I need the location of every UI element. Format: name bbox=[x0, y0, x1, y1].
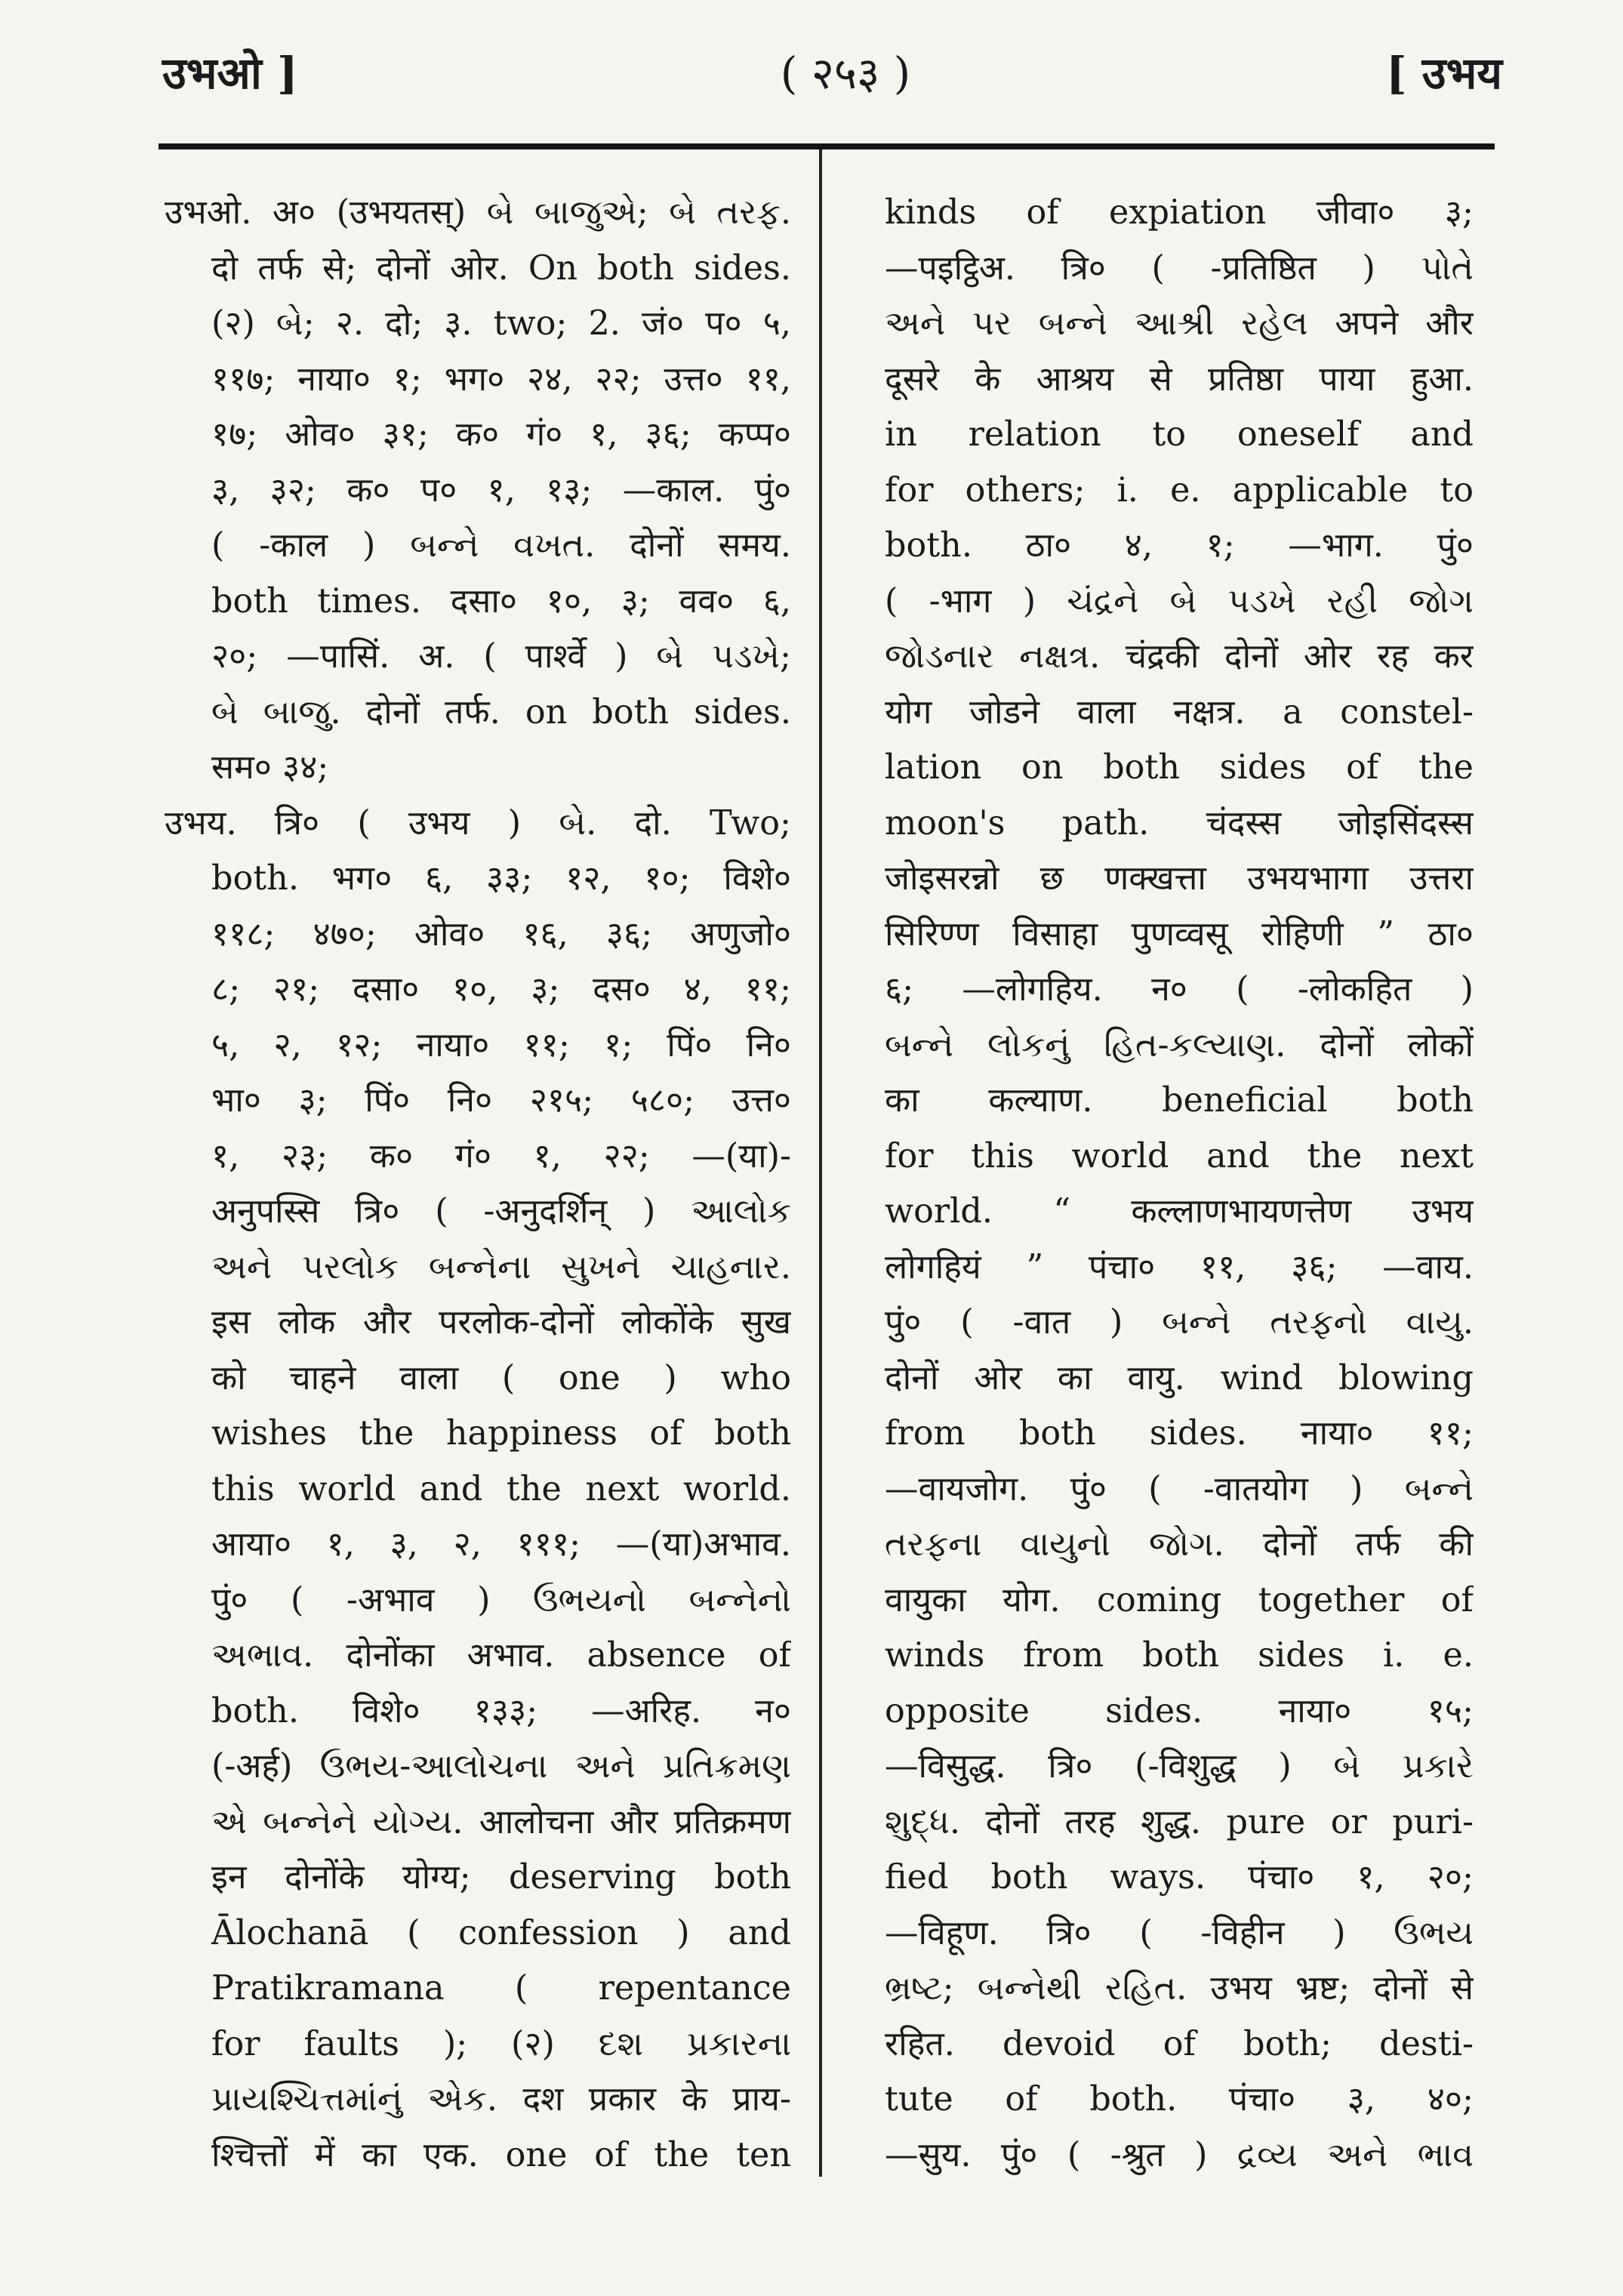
text-line: ३, ३२; क० प० १, १३; —काल. पुं० bbox=[211, 470, 791, 510]
right-column bbox=[885, 185, 1474, 2183]
text-line: को चाहने वाला ( one ) who bbox=[211, 1358, 791, 1398]
text-line: both times. दसा० १०, ३; वव० ६, bbox=[211, 581, 791, 621]
text-line: from both sides. नाया० ११; bbox=[885, 1414, 1474, 1453]
text-line: रहित. devoid of both; desti- bbox=[885, 2024, 1474, 2063]
text-line: this world and the next world. bbox=[211, 1469, 791, 1509]
text-line: both. भग० ६, ३३; १२, १०; विशे० bbox=[211, 859, 791, 898]
text-line: ( -काल ) બન્ને વખત. दोनों समय. bbox=[211, 526, 791, 565]
text-line: ( -भाग ) ચંદ્રને બે પડખે રહી જોગ bbox=[885, 581, 1474, 621]
text-line: world. “ कल्लाणभायणत्तेण उभय bbox=[885, 1192, 1474, 1231]
text-line: इन दोनोंके योग्य; deserving both bbox=[211, 1858, 791, 1897]
text-line: दूसरे के आश्रय से प्रतिष्ठा पाया हुआ. bbox=[885, 359, 1474, 399]
text-line: kinds of expiation जीवा० ३; bbox=[885, 193, 1474, 232]
text-line: for this world and the next bbox=[885, 1136, 1474, 1176]
text-line: પ્રાયશ્ચિત્તમાંનું એક. दश प्रकार के प्राय- bbox=[211, 2080, 791, 2119]
column-divider bbox=[819, 149, 822, 2177]
text-line: ५, २, १२; नाया० ११; १; पिं० नि० bbox=[211, 1025, 791, 1065]
text-line: ११८; ४७०; ओव० १६, ३६; अणुजो० bbox=[211, 914, 791, 954]
text-line: for others; i. e. applicable to bbox=[885, 470, 1474, 510]
header-left-guideword: उभओ ] bbox=[162, 48, 298, 99]
text-line: જોડનાર નક્ષત્ર. चंद्रकी दोनों ओर रह कर bbox=[885, 637, 1474, 676]
text-line: सिरिण्ण विसाहा पुणव्वसू रोहिणी ” ठा० bbox=[885, 914, 1474, 954]
text-line: both. ठा० ४, १; —भाग. पुं० bbox=[885, 526, 1474, 565]
text-line: आया० १, ३, २, १११; —(या)अभाव. bbox=[211, 1525, 791, 1564]
text-line: इस लोक और परलोक-दोनों लोकोंके सुख bbox=[211, 1303, 791, 1342]
text-line: (२) બે; २. दो; ३. two; 2. जं० प० ५, bbox=[211, 304, 791, 343]
text-line: Pratikramana ( repentance bbox=[211, 1969, 791, 2008]
header-right-guideword: [ उभय bbox=[1386, 48, 1502, 99]
text-line: for faults ); (२) દશ પ્રકારના bbox=[211, 2024, 791, 2063]
text-line: both. विशे० १३३; —अरिह. न० bbox=[211, 1691, 791, 1730]
text-line: अनुपस्सि त्रि० ( -अनुदर्शिन् ) આલોક bbox=[211, 1192, 791, 1231]
text-line: શુદ્ધ. दोनों तरह शुद्ध. pure or puri- bbox=[885, 1802, 1474, 1841]
text-line: અને પરલોક બન્નેના સુખને ચાહનાર. bbox=[211, 1247, 791, 1287]
text-line: —वायजोग. पुं० ( -वातयोग ) બન્ને bbox=[885, 1469, 1474, 1509]
text-line: Ālochanā ( confession ) and bbox=[211, 1913, 791, 1952]
text-line: —विसुद्ध. त्रि० (-विशुद्ध ) બે પ્રકારે bbox=[885, 1747, 1474, 1786]
text-line: का कल्याण. beneficial both bbox=[885, 1081, 1474, 1120]
text-line: पुं० ( -वात ) બન્ને તરફનો વાયુ. bbox=[885, 1303, 1474, 1342]
text-line: उभय. त्रि० ( उभय ) બે. दो. Two; bbox=[165, 803, 791, 843]
text-line: બન્ને લોકનું હિત-કલ્યાણ. दोनों लोकों bbox=[885, 1025, 1474, 1065]
text-line: tute of both. पंचा० ३, ४०; bbox=[885, 2080, 1474, 2119]
text-line: moon's path. चंदस्स जोइसिंदस्स bbox=[885, 803, 1474, 843]
text-line: અભાવ. दोनोंका अभाव. absence of bbox=[211, 1636, 791, 1675]
text-line: —सुय. पुं० ( -श्रुत ) દ્રવ્ય અને ભાવ bbox=[885, 2135, 1474, 2174]
text-line: ६; —लोगहिय. न० ( -लोकहित ) bbox=[885, 970, 1474, 1009]
text-line: —विहूण. त्रि० ( -विहीन ) ઉભય bbox=[885, 1913, 1474, 1952]
text-line: लोगहियं ” पंचा० ११, ३६; —वाय. bbox=[885, 1247, 1474, 1287]
text-line: તરફના વાયુનો જોગ. दोनों तर्फ की bbox=[885, 1525, 1474, 1564]
text-line: १, २३; क० गं० १, २२; —(या)- bbox=[211, 1136, 791, 1176]
text-line: उभओ. अ० (उभयतस्) બે બાજુએ; બે તરફ. bbox=[165, 193, 791, 232]
text-line: पुं० ( -अभाव ) ઉભયનો બન્નેનો bbox=[211, 1580, 791, 1620]
text-line: lation on both sides of the bbox=[885, 748, 1474, 787]
text-line: ८; २१; दसा० १०, ३; दस० ४, ११; bbox=[211, 970, 791, 1009]
text-line: wishes the happiness of both bbox=[211, 1414, 791, 1453]
text-line: २०; —पासिं. अ. ( पार्श्वे ) બે પડખે; bbox=[211, 637, 791, 676]
text-line: winds from both sides i. e. bbox=[885, 1636, 1474, 1675]
text-line: भा० ३; पिं० नि० २१५; ५८०; उत्त० bbox=[211, 1081, 791, 1120]
text-line: fied both ways. पंचा० १, २०; bbox=[885, 1858, 1474, 1897]
text-line: सम० ३४; bbox=[211, 748, 329, 787]
text-line: બે બાજુ. दोनों तर्फ. on both sides. bbox=[211, 692, 791, 732]
text-line: opposite sides. नाया० १५; bbox=[885, 1691, 1474, 1730]
text-line: —पइट्ठिअ. त्रि० ( -प्रतिष्ठित ) પોતે bbox=[885, 248, 1474, 288]
text-line: in relation to oneself and bbox=[885, 415, 1474, 454]
text-line: दो तर्फ से; दोनों ओर. On both sides. bbox=[211, 248, 791, 288]
text-line: योग जोडने वाला नक्षत्र. a constel- bbox=[885, 692, 1474, 732]
text-line: ११७; नाया० १; भग० २४, २२; उत्त० ११, bbox=[211, 359, 791, 399]
text-line: १७; ओव० ३१; क० गं० १, ३६; कप्प० bbox=[211, 415, 791, 454]
text-line: श्चित्तों में का एक. one of the ten bbox=[211, 2135, 791, 2174]
text-line: (-अर्ह) ઉભય-આલોચના અને પ્રતિક્રમણ bbox=[211, 1747, 791, 1786]
left-column bbox=[165, 185, 791, 2183]
header-rule bbox=[159, 143, 1495, 149]
text-line: वायुका योग. coming together of bbox=[885, 1580, 1474, 1620]
page-number: ( २५३ ) bbox=[780, 48, 911, 99]
text-line: दोनों ओर का वायु. wind blowing bbox=[885, 1358, 1474, 1398]
text-line: ભ્રષ્ટ; બન્નેથી રહિત. उभय भ्रष्ट; दोनों से bbox=[885, 1969, 1474, 2008]
text-line: जोइसरन्नो छ णक्खत्ता उभयभागा उत्तरा bbox=[885, 859, 1474, 898]
text-line: એ બન્નેને યોગ્ય. आलोचना और प्रतिक्रमण bbox=[211, 1802, 791, 1841]
text-line: અને પર બન્ને આશ્રી રહેલ अपने और bbox=[885, 304, 1474, 343]
